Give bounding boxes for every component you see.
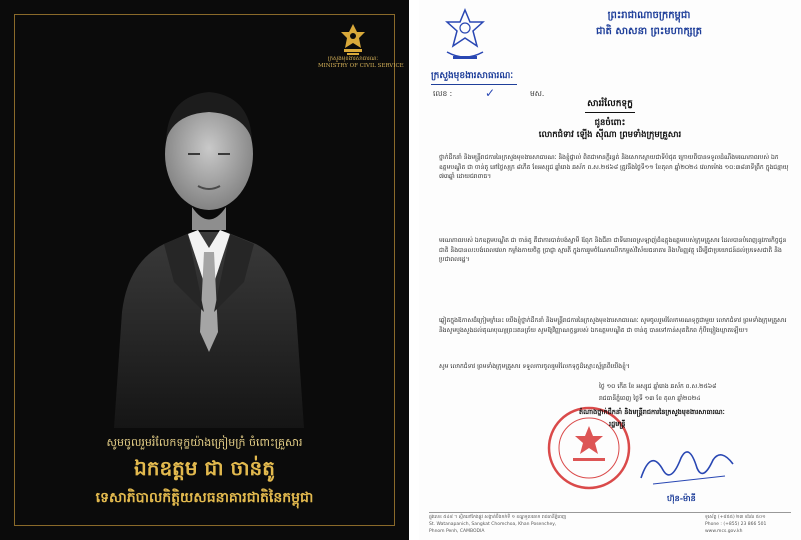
footer-address-line: St. Watanapanich, Sangkat Chomchoa, Khan Posenchey, — [429, 522, 557, 527]
footer-website-link[interactable]: www.mcs.gov.kh — [705, 529, 743, 534]
signature-mark — [633, 440, 743, 490]
ministry-emblem-icon — [338, 22, 368, 56]
signer-title: តំណាងថ្នាក់ដឹកនាំ និងមន្ត្រីរាជការនៃក្រសួងមុខងារសាធារណៈ — [579, 408, 725, 416]
footer-phone-km: ទូរស័ព្ទ (+៨៥៥) ២៣ ៨៦៦ ៥០១ — [705, 515, 766, 520]
logo-english-text: MINISTRY OF CIVIL SERVICE — [318, 63, 404, 69]
condolence-message: សូមចូលរួមរំលែកទុក្ខយ៉ាងក្រៀមក្រំ ចំពោះគ្រួសារ — [106, 436, 303, 449]
honoree-name: ឯកឧត្តម ជា ចាន់តូ — [134, 456, 275, 480]
signer-role: រដ្ឋមន្ត្រី — [609, 420, 626, 428]
footer-address-line: Phnom Penh, CAMBODIA — [429, 529, 485, 534]
letter-paragraph: ឆ្លៀតក្នុងឱកាសដ៏ក្រៀមក្រំនេះ យើងខ្ញុំថ្នាក់ដឹកនាំ និងមន្ត្រីរាជការនៃក្រសួងមុខងារសាធារណៈ សូមចូលរួមរំលែកមរណទុក្ខជាមួយ លោកជំទាវ ព្រមទាំងក្រុមគ្រួសារ និងសូមបួងសួងដល់គុណបុណ្យព្រះរតនត្រ័យ សូមឱ្យវិញ្ញាណក្ខន្ធរបស់ ឯកឧត្តមបណ្ឌិត ជា ចាន់តូ បានទៅកាន់សុគតិភព កុំបីឃ្លៀងឃ្លាតឡើយ។ — [439, 317, 787, 334]
national-motto-line1: ព្រះរាជាណាចក្រកម្ពុជា — [607, 10, 691, 21]
footer-divider — [429, 512, 791, 513]
footer-phone: Phone : (+855) 23 866 501 — [705, 522, 767, 527]
ministry-logo — [318, 22, 404, 80]
letter-heading: សាររំលែកទុក្ខ — [587, 99, 633, 109]
letter-ministry-name: ក្រសួងមុខងារសាធារណៈ — [431, 71, 514, 81]
lunar-date: ថ្ងៃ ១០ កើត ខែ អស្សុជ ឆ្នាំរោង ឆស័ក ព.ស.២៥៦៨ — [599, 383, 717, 390]
ministry-underline — [431, 84, 517, 85]
ministry-crest-icon — [439, 6, 491, 68]
letter-paragraph: ថ្នាក់ដឹកនាំ និងមន្ត្រីរាជការនៃក្រសួងមុខងារសាធារណៈ និងខ្ញុំផ្ទាល់ ពិតជាមានក្តីរន្ធត់ និងសោកស្តាយជាទីបំផុត ក្រោយពីបានទទួលដំណឹងមរណភាពរបស់ ឯកឧត្តមបណ្ឌិត ជា ចាន់តូ នៅថ្ងៃសុក្រ ៨កើត ខែអស្សុជ ឆ្នាំរោង ឆស័ក ព.ស.២៥៦៨ ត្រូវនឹងថ្ងៃទី១១ ខែតុលា ឆ្នាំ២០២៤ វេលាម៉ោង ១០:៣៨នាទីព្រឹក ក្នុងជន្មាយុ ៧៣ឆ្នាំ ដោយជរាពាធ។ — [439, 154, 789, 180]
solar-date: រាជធានីភ្នំពេញ ថ្ងៃទី ១៣ ខែ តុលា ឆ្នាំ២០២៤ — [599, 395, 701, 402]
national-motto-line2: ជាតិ សាសនា ព្រះមហាក្សត្រ — [596, 26, 702, 37]
reference-label: លេខ : — [433, 89, 453, 98]
panel-divider — [409, 0, 419, 540]
addressee-label: ជូនចំពោះ — [594, 118, 626, 128]
signer-name: ហ៊ុន-ម៉ានី — [667, 494, 696, 503]
heading-underline — [585, 112, 635, 113]
letter-paragraph: សូម លោកជំទាវ ព្រមទាំងក្រុមគ្រួសារ ទទួលការចូលរួមរំលែកទុក្ខដ៏ស្មោះស្ម័គ្រពីយើងខ្ញុំ។ — [439, 363, 630, 370]
addressee-name: លោកជំទាវ ឡេីង ស៊ីណា ព្រមទាំងក្រុមគ្រួសារ — [538, 130, 682, 140]
honoree-title: ទេសាភិបាលកិត្តិយសធនាគារជាតិនៃកម្ពុជា — [95, 490, 314, 506]
logo-khmer-text: ក្រសួងមុខងារសាធារណៈ — [327, 56, 379, 62]
condolence-letter — [419, 0, 801, 540]
footer-address-line: ផ្លូវលេខ ៥៤៨ ។ ស្ថិតនៅកែងផ្លូវ សង្កាត់បឹងកក់ទី ១ ខណ្ឌទួលគោក រាជធានីភ្នំពេញ — [429, 515, 567, 520]
letter-paragraph: មរណភាពរបស់ ឯកឧត្តមបណ្ឌិត ជា ចាន់តូ គឺជាការបាត់បង់ស្វាមី ឪពុក និងជីតា ជាទីគោរពស្រឡាញ់ដ៏ឧត្តុងឧត្តមរបស់ក្រុមគ្រួសារ ដែលបានបំពេញនូវភារកិច្ចជូនជាតិ និងបានលះបង់ពេលវេលា កម្លាំងកាយចិត្ត ប្រាជ្ញា ស្មារតី ក្នុងការរួមចំណែកលើកកម្ពស់វិស័យធនាគារ និងហិរញ្ញវត្ថុ ដើម្បីជាប្រយោជន៍ដល់ប្រទេសជាតិ និងប្រជាពលរដ្ឋ។ — [439, 237, 787, 263]
reference-mark: ✓ — [485, 86, 496, 100]
reference-suffix: មស. — [530, 89, 545, 98]
portrait-photo — [104, 62, 314, 428]
